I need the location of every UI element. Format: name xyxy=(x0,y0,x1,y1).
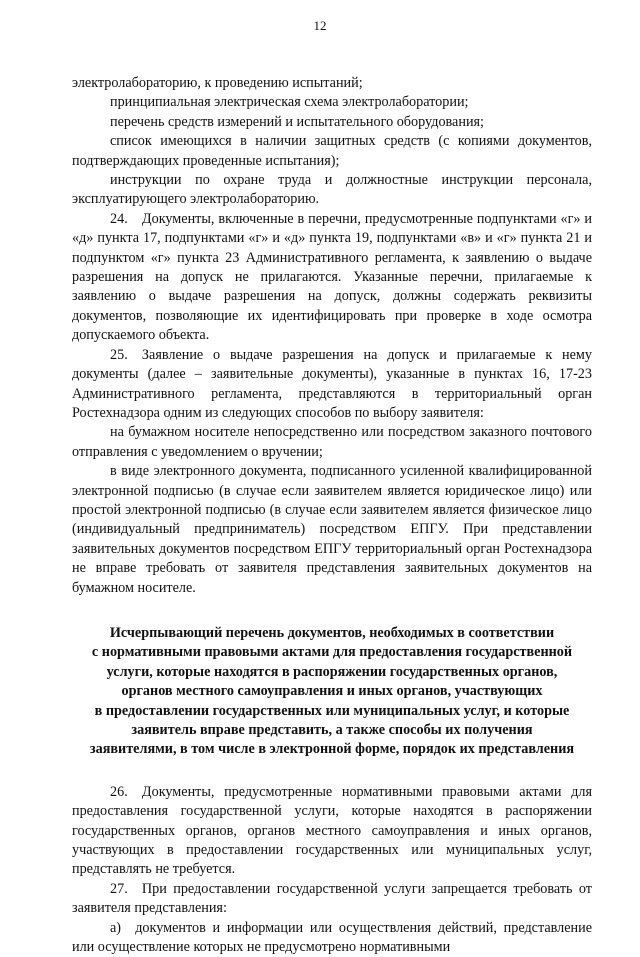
page-number: 12 xyxy=(313,18,327,33)
section-heading xyxy=(72,624,592,760)
paragraph-item-27: 27. При предоставлении государственной услуги запрещается требовать от заявителя представления: xyxy=(72,880,592,917)
paragraph-p4: список имеющихся в наличии защитных средств (с копиями документов, подтверждающих проведенные испытания); xyxy=(72,133,592,169)
paragraph-item-27a: а) документов и информации или осуществления действий, представление или осуществление которых не предусмотрено нормативными xyxy=(72,919,592,956)
paragraph-p5: инструкции по охране труда и должностные инструкции персонала, эксплуатирующего электролабораторию. xyxy=(72,172,592,208)
paragraph-p3: перечень средств измерений и испытательного оборудования; xyxy=(110,113,484,130)
paragraph-p8: на бумажном носителе непосредственно или посредством заказного почтового отправления с уведомлением о вручении; xyxy=(72,424,592,460)
paragraph-p1: электролабораторию, к проведению испытаний; xyxy=(72,75,363,91)
paragraph-item-24: 24. Документы, включенные в перечни, предусмотренные подпунктами «г» и «д» пункта 17, подпунктами «г» и «д» пункта 19, подпунктами «в» и «г» пункта 21 и подпунктом «г» пункта 23 Административного регламента, к заявлению о выдаче разрешения на допуск не прилагаются. Указанные перечни, прилагаемые к заявлению о выдаче разрешения на допуск, должны содержать реквизиты документов, позволяющие их идентифицировать при проверке в ходе осмотра допускаемого объекта. xyxy=(72,210,592,344)
document-body xyxy=(72,74,592,957)
paragraph-p2: принципиальная электрическая схема электролаборатории; xyxy=(110,94,469,111)
heading-line: в предоставлении государственных или муниципальных услуг, и которые xyxy=(94,702,570,719)
heading-line: заявитель вправе представить, а также способы их получения xyxy=(131,722,533,738)
paragraph-item-25: 25. Заявление о выдаче разрешения на допуск и прилагаемые к нему документы (далее – заявительные документы), указанные в пунктах 16, 17-23 Административного регламента, представляются в территориальный орган Ростехнадзора одним из следующих способов по выбору заявителя: xyxy=(72,346,592,421)
heading-line: Исчерпывающий перечень документов, необходимых в соответствии xyxy=(109,624,555,641)
heading-line: органов местного самоуправления и иных органов, участвующих xyxy=(121,683,543,700)
heading-line: услуги, которые находятся в распоряжении государственных органов, xyxy=(106,663,558,680)
paragraph-p9: в виде электронного документа, подписанного усиленной квалифицированной электронной подписью (в случае если заявителем является юридическое лицо) или простой электронной подписью (в случае если заявителем является физическое лицо (индивидуальный предприниматель) посредством ЕПГУ. При представлении заявительных документов посредством ЕПГУ территориальный орган Ростехнадзора не вправе требовать от заявителя представления заявительных документов на бумажном носителе. xyxy=(72,463,592,596)
paragraph-item-26: 26. Документы, предусмотренные нормативными правовыми актами для предоставления государственной услуги, которые находятся в распоряжении государственных органов, органов местного самоуправления и иных органов, участвующих в предоставлении государственных или муниципальных услуг, представлять не требуется. xyxy=(72,783,592,878)
heading-line: заявителями, в том числе в электронной форме, порядок их представления xyxy=(89,741,575,758)
heading-line: с нормативными правовыми актами для предоставления государственной xyxy=(91,644,573,661)
